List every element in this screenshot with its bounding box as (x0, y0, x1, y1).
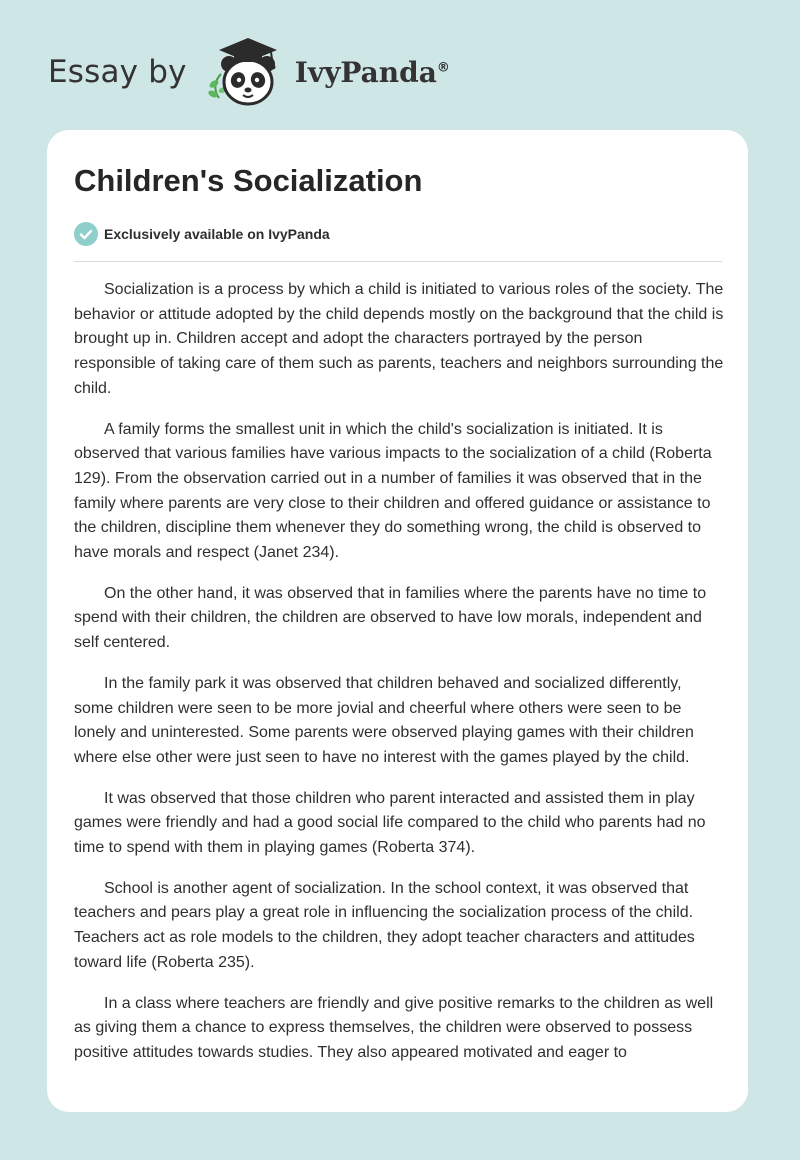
essay-paragraph: In a class where teachers are friendly and give positive remarks to the children as well as giving them a chance to express themselves, the children were observed to possess positive attitudes towards studies. They also appeared motivated and eager to (74, 994, 714, 1061)
title-divider (74, 261, 722, 262)
essay-paragraph: On the other hand, it was observed that in families where the parents have no time to spend with their children, the children are observed to have low morals, independent and self centered. (74, 584, 707, 652)
exclusive-badge (74, 222, 330, 246)
essay-paragraph: A family forms the smallest unit in which the child's socialization is initiated. It is observed that various families have various impacts to the socialization of a child (Roberta 129). From the observation carried out in a number of families it was observed that in the family where parents are very close to their children and offered guidance or assistance to the children, discipline them whenever they do something wrong, the child is observed to have morals and respect (Janet 234). (74, 420, 712, 562)
essay-paragraph: In the family park it was observed that children behaved and socialized differently, some children were seen to be more jovial and cheerful where others were seen to be lonely and uninterested. Some parents were observed playing games with their children where else other were just seen to have no interest with the games played by the child. (74, 674, 694, 766)
brand-prefix: Essay by (48, 54, 187, 90)
panda-graduate-icon (201, 34, 293, 110)
essay-title: Children's Socialization (74, 163, 423, 198)
essay-paragraph: Socialization is a process by which a child is initiated to various roles of the society. The behavior or attitude adopted by the child depends mostly on the background that the child is brought up in. Children accept and adopt the characters portrayed by the person responsible of taking care of them such as parents, teachers and neighbors surrounding the child. (74, 281, 724, 397)
site-header-brand[interactable] (48, 34, 450, 110)
essay-paragraph: It was observed that those children who parent interacted and assisted them in play games were friendly and had a good social life compared to the child who parents had no time to spend with them in playing games (Roberta 374). (74, 789, 706, 857)
exclusive-badge-text: Exclusively available on IvyPanda (104, 226, 330, 242)
essay-body (74, 278, 724, 1082)
check-circle-icon (74, 222, 98, 246)
essay-card (47, 130, 748, 1112)
essay-paragraph: School is another agent of socialization. In the school context, it was observed that teachers and pears play a great role in influencing the socialization process of the child. Teachers act as role models to the children, they adopt teacher characters and attitudes toward life (Roberta 235). (74, 879, 695, 971)
brand-name: IvyPanda® (294, 55, 450, 89)
registered-mark: ® (436, 60, 450, 76)
